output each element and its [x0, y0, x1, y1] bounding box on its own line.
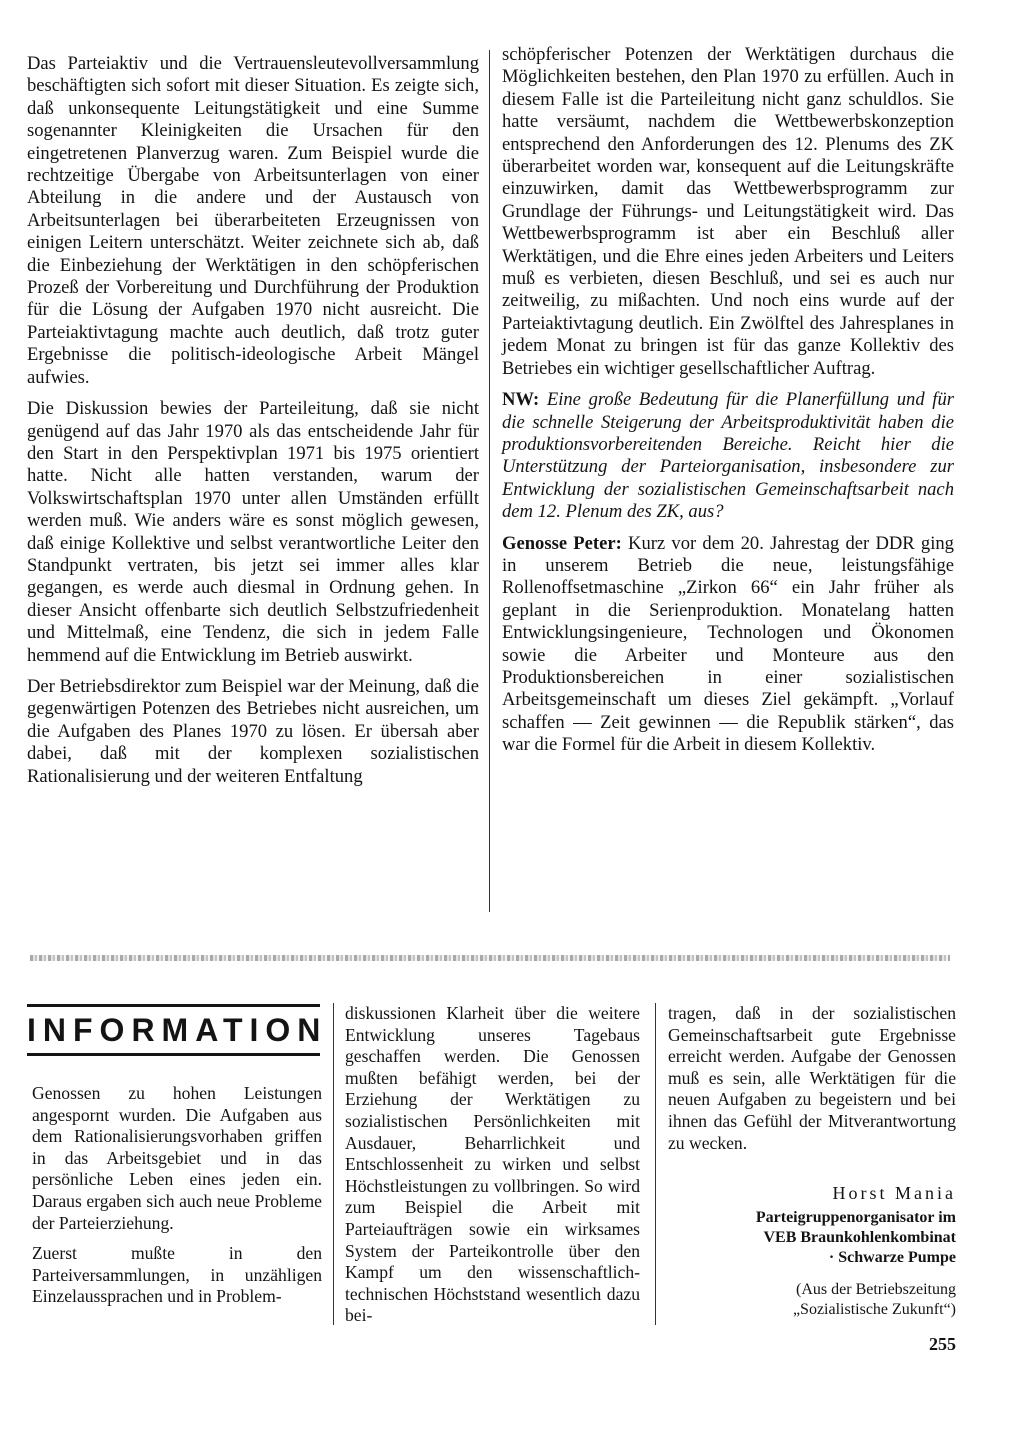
respondent-label: Genosse Peter:	[502, 532, 622, 554]
info-paragraph: diskussionen Klarheit über die weitere Entwicklung unseres Tagebaus geschaffen werden. Die Genossen mußten befähigt werden, bei der Erziehung der Werktätigen zu sozialistischen Persönlichkeiten mit Ausdauer, Beharrlichkeit und Entschlossenheit zu wirken und selbst Höchstleistungen zu vollbringen. So wird zum Beispiel die Arbeit mit Parteiaufträgen sowie ein wirksames System der Parteikontrolle über den Kampf um den wissenschaftlich-technischen Höchststand wesentlich dazu bei-	[345, 1003, 640, 1326]
author-name: Horst Mania	[832, 1183, 956, 1203]
article-paragraph: Der Betriebsdirektor zum Beispiel war der Meinung, daß die gegenwärtigen Potenzen des Betriebes nicht ausreichen, um die Aufgaben des Planes 1970 zu lösen. Er übersah aber dabei, daß mit der komplexen sozialistischen Rationalisierung und der weiteren Entfaltung	[27, 675, 479, 787]
heading-rule-bottom	[27, 1053, 320, 1056]
info-column-3	[668, 1003, 956, 1154]
question-text: Eine große Bedeutung für die Planerfüllung und für die schnelle Steigerung der Arbeitsproduktivität haben die produktionsvorbereitenden Bereiche. Reicht hier die Unterstützung der Parteiorganisation, insbesondere zur Entwicklung der sozialistischen Gemeinschaftsarbeit nach dem 12. Plenum des ZK, aus?	[502, 389, 954, 523]
column-divider	[333, 1003, 334, 1325]
author-role: VEB Braunkohlenkombinat	[763, 1229, 956, 1246]
info-paragraph: Genossen zu hohen Leistungen angespornt wurden. Die Aufgaben aus dem Rationalisierungsvorhaben griffen in das Arbeitsgebiet und in das persönliche Leben eines jeden ein. Daraus ergaben sich auch neue Probleme der Parteierziehung.	[32, 1083, 322, 1233]
info-paragraph: Zuerst mußte in den Parteiversammlungen, in unzähligen Einzelaussprachen und in Problem-	[32, 1243, 322, 1307]
section-heading: INFORMATION	[27, 1012, 328, 1048]
info-column-2	[345, 1003, 640, 1327]
page-number: 255	[929, 1334, 956, 1354]
answer-text: Kurz vor dem 20. Jahrestag der DDR ging in unserem Betrieb die neue, leistungsfähige Rollenoffsetmaschine „Zirkon 66“ ein Jahr früher als geplant in die Serienproduktion. Monatelang hatten Entwicklungsingenieure, Technologen und Ökonomen sowie die Arbeiter und Monteure aus den Produktionsbereichen in einer sozialistischen Arbeitsgemeinschaft um dieses Ziel gekämpft. „Vorlauf schaffen — Zeit gewinnen — die Republik stärken“, das war die Formel für die Arbeit in diesem Kollektiv.	[502, 532, 954, 756]
article-paragraph: Das Parteiaktiv und die Vertrauensleutevollversammlung beschäftigten sich sofort mit dieser Situation. Es zeigte sich, daß unkonsequente Leitungstätigkeit und eine Summe sogenannter Kleinigkeiten die Ursachen für den eingetretenen Planverzug waren. Zum Beispiel wurde die rechtzeitige Übergabe von Arbeitsunterlagen von einer Abteilung in die andere und der Austausch von Arbeitsunterlagen bei überarbeiteten Erzeugnissen von einigen Leitern unterschätzt. Weiter zeichnete sich ab, daß die Einbeziehung der Werktätigen in den schöpferischen Prozeß der Vorbereitung und Durchführung der Produktion für die Lösung der Aufgaben 1970 nicht ausreicht. Die Parteiaktivtagung machte auch deutlich, daß trotz guter Ergebnisse die politisch-ideologische Arbeit Mängel aufwies.	[27, 53, 479, 388]
author-role: Parteigruppenorganisator im	[755, 1209, 956, 1226]
interview-question	[502, 389, 954, 523]
info-column-1	[32, 1083, 322, 1308]
article-paragraph: Die Diskussion bewies der Parteileitung, daß sie nicht genügend auf das Jahr 1970 als das entscheidende Jahr für den Start in den Perspektivplan 1971 bis 1975 orientiert hatte. Nicht alle hatten verstanden, warum der Volkswirtschaftsplan 1970 unter allen Umständen erfüllt werden muß. Wie anders wäre es sonst möglich gewesen, daß einige Kollektive und selbst verantwortliche Leiter den Standpunkt vertraten, bis jetzt sei immer alles klar gegangen, es werde auch diesmal in Ordnung gehen. In dieser Ansicht offenbarte sich deutlich Selbstzufriedenheit und Mittelmaß, eine Tendenz, die sich in jedem Falle hemmend auf die Entwicklung im Betrieb auswirkt.	[27, 398, 479, 666]
column-divider	[655, 1003, 656, 1325]
article-right-column	[502, 44, 954, 757]
interviewer-label: NW:	[502, 389, 540, 411]
interview-answer	[502, 533, 954, 757]
section-separator	[30, 955, 950, 961]
author-role: · Schwarze Pumpe	[828, 1249, 956, 1266]
source-note: (Aus der Betriebszeitung	[796, 1281, 956, 1298]
heading-rule-top	[27, 1004, 320, 1007]
info-paragraph: tragen, daß in der sozialistischen Gemeinschaftsarbeit gute Ergebnisse erreicht werden. Aufgabe der Genossen muß es sein, alle Werktätigen für die neuen Aufgaben zu begeistern und bei ihnen das Gefühl der Mitverantwortung zu wecken.	[668, 1003, 956, 1153]
source-note: „Sozialistische Zukunft“)	[792, 1301, 956, 1318]
column-divider	[489, 50, 490, 912]
article-left-column	[27, 53, 479, 788]
article-paragraph: schöpferischer Potenzen der Werktätigen durchaus die Möglichkeiten bestehen, den Plan 1970 zu erfüllen. Auch in diesem Falle ist die Parteileitung nicht ganz schuldlos. Sie hatte versäumt, nachdem die Wettbewerbskonzeption entsprechend den Anforderungen des 12. Plenums des ZK überarbeitet worden war, konsequent auf die Leitungskräfte einzuwirken, damit das Wettbewerbsprogramm zur Grundlage der Führungs- und Leitungstätigkeit wird. Das Wettbewerbsprogramm ist aber ein Beschluß aller Werktätigen, und die Ehre eines jeden Arbeiters und Leiters muß es verbieten, diesen Beschluß, und sei es auch nur zeitweilig, zu mißachten. Und noch eins wurde auf der Parteiaktivtagung deutlich. Ein Zwölftel des Jahresplanes in jedem Monat zu bringen ist für das ganze Kollektiv des Betriebes ein wichtiger gesellschaftlicher Auftrag.	[502, 44, 954, 379]
